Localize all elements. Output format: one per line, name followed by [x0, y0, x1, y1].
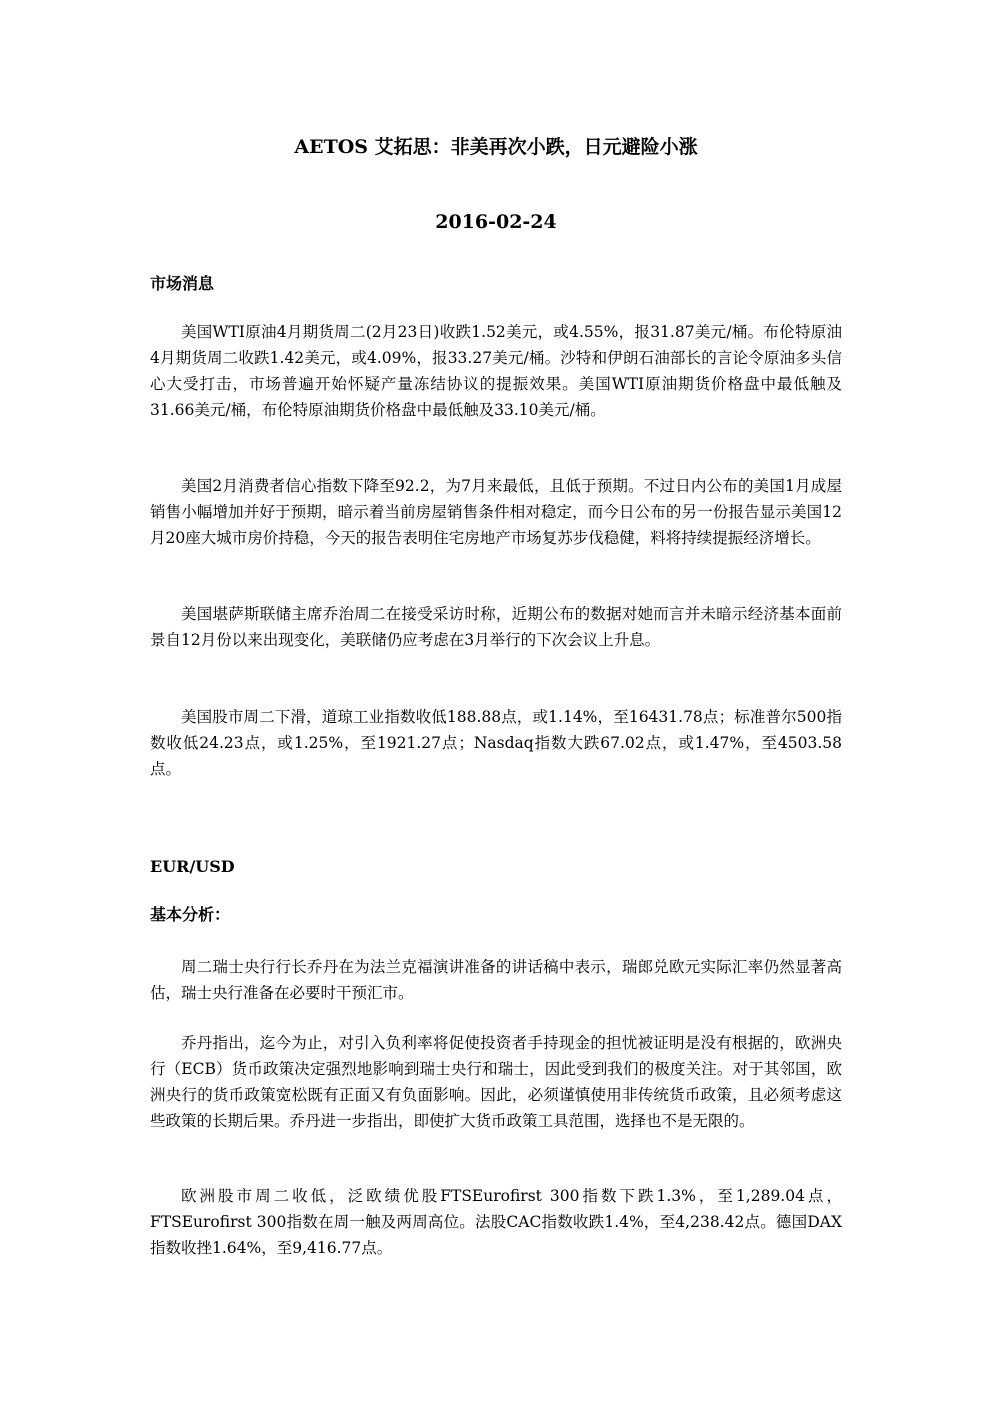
paragraph-text: 美国股市周二下滑，道琼工业指数收低188.88点，或1.14%，至16431.78点；标准普尔500指数收低24.23点，或1.25%，至1921.27点；Nasdaq指数大跌67.02点，或1.47%，至4503.58点。	[150, 708, 842, 778]
document-title: AETOS 艾拓思：非美再次小跌，日元避险小涨	[294, 136, 698, 158]
paragraph-text: 美国2月消费者信心指数下降至92.2，为7月来最低，且低于预期。不过日内公布的美国1月成屋销售小幅增加并好于预期，暗示着当前房屋销售条件相对稳定，而今日公布的另一份报告显示美国12月20座大城市房价持稳，今天的报告表明住宅房地产市场复苏步伐稳健，料将持续提振经济增长。	[150, 477, 842, 547]
paragraph-text: 周二瑞士央行行长乔丹在为法兰克福演讲准备的讲话稿中表示，瑞郎兑欧元实际汇率仍然显著高估，瑞士央行准备在必要时干预汇市。	[150, 958, 842, 1002]
paragraph-kansas-fed	[150, 601, 842, 653]
paragraph-oil	[150, 319, 842, 423]
section-heading-eurusd: EUR/USD	[150, 857, 235, 876]
paragraph-snb	[150, 954, 842, 1006]
paragraph-consumer-confidence	[150, 473, 842, 551]
subheading-fundamental-analysis: 基本分析：	[150, 905, 231, 924]
paragraph-text: 欧洲股市周二收低，泛欧绩优股FTSEurofirst 300指数下跌1.3%，至1,289.04点， FTSEurofirst 300指数在周一触及两周高位。法股CAC指数收跌1.4%，至4,238.42点。德国DAX指数收挫1.64%，至9,416.77点。	[150, 1187, 842, 1257]
paragraph-text: 美国堪萨斯联储主席乔治周二在接受采访时称，近期公布的数据对她而言并未暗示经济基本面前景自12月份以来出现变化，美联储仍应考虑在3月举行的下次会议上升息。	[150, 605, 842, 649]
document-date: 2016-02-24	[435, 211, 557, 233]
paragraph-text: 乔丹指出，迄今为止，对引入负利率将促使投资者手持现金的担忧被证明是没有根据的，欧洲央行（ECB）货币政策决定强烈地影响到瑞士央行和瑞士，因此受到我们的极度关注。对于其邻国，欧洲央行的货币政策宽松既有正面又有负面影响。因此，必须谨慎使用非传统货币政策，且必须考虑这些政策的长期后果。乔丹进一步指出，即使扩大货币政策工具范围，选择也不是无限的。	[150, 1034, 842, 1130]
section-heading-market-news: 市场消息	[150, 274, 215, 293]
paragraph-text: 美国WTI原油4月期货周二(2月23日)收跌1.52美元，或4.55%，报31.87美元/桶。布伦特原油4月期货周二收跌1.42美元，或4.09%，报33.27美元/桶。沙特和伊朗石油部长的言论令原油多头信心大受打击，市场普遍开始怀疑产量冻结协议的提振效果。美国WTI原油期货价格盘中最低触及31.66美元/桶，布伦特原油期货价格盘中最低触及33.10美元/桶。	[150, 323, 842, 419]
paragraph-eu-stocks	[150, 1183, 842, 1261]
paragraph-us-stocks	[150, 704, 842, 782]
paragraph-jordan	[150, 1030, 842, 1134]
